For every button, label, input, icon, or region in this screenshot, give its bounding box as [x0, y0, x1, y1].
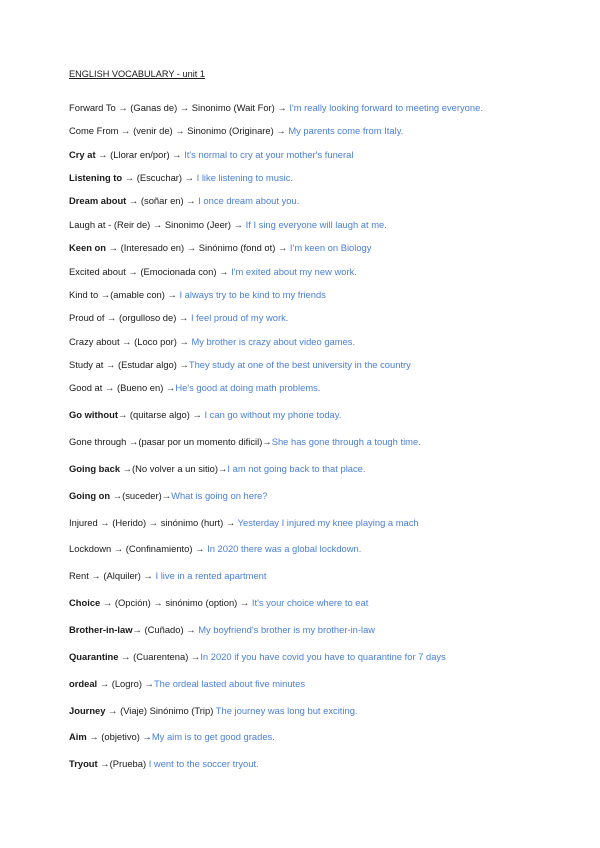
vocab-example: I once dream about you. [198, 195, 300, 206]
vocab-example: She has gone through a tough time. [271, 436, 421, 447]
vocab-term: Keen on [69, 242, 106, 253]
vocab-meaning: → (orgulloso de) → [104, 312, 191, 323]
list-item [69, 463, 366, 475]
vocab-example: The journey was long but exciting. [215, 705, 358, 716]
vocab-meaning: → (Emocionada con) → [125, 266, 232, 277]
vocab-term: Quarantine [69, 651, 119, 662]
list-item [69, 543, 361, 555]
vocab-meaning: →(Prueba) [97, 758, 149, 769]
vocab-term: Proud of [69, 312, 105, 323]
vocab-meaning: → (quitarse algo) → [117, 409, 205, 420]
list-item [69, 149, 353, 161]
list-item [69, 336, 355, 348]
vocab-meaning: → (Alquiler) → [88, 570, 156, 581]
list-item [69, 436, 421, 448]
vocab-meaning: → (Escuchar) → [122, 172, 197, 183]
vocab-meaning: →(amable con) → [98, 289, 180, 300]
vocab-example: He's good at doing math problems. [175, 382, 321, 393]
vocab-meaning: → (Bueno en) → [102, 382, 176, 393]
vocab-term: Tryout [69, 758, 98, 769]
vocab-meaning: → (venir de) → Sinonimo (Originare) → [118, 125, 289, 136]
list-item [69, 266, 357, 278]
list-item [69, 219, 387, 231]
vocab-meaning: → (Herido) → sinónimo (hurt) → [97, 517, 238, 528]
vocab-example: It's normal to cry at your mother's funeral [184, 149, 354, 160]
vocab-term: Aim [69, 731, 87, 742]
vocab-example: I can go without my phone today. [204, 409, 342, 420]
vocab-example: The ordeal lasted about five minutes [153, 678, 306, 689]
vocab-term: Rent [69, 570, 89, 581]
vocab-term: ordeal [69, 678, 98, 689]
vocab-meaning: → (soñar en) → [126, 195, 199, 206]
list-item [69, 678, 305, 690]
vocab-example: If I sing everyone will laugh at me. [245, 219, 387, 230]
vocab-example: It's your choice where to eat [251, 597, 369, 608]
list-item [69, 312, 288, 324]
vocab-term: Dream about [69, 195, 127, 206]
vocab-example: I live in a rented apartment [155, 570, 267, 581]
vocab-meaning: → (Ganas de) → Sinonimo (Wait For) → [115, 102, 290, 113]
vocab-example: I'm keen on Biology [289, 242, 372, 253]
vocab-term: Excited about [69, 266, 126, 277]
vocab-term: Journey [69, 705, 106, 716]
vocab-term: Listening to [69, 172, 123, 183]
list-item [69, 570, 267, 582]
vocab-term: Go without [69, 409, 118, 420]
vocab-meaning: →(No volver a un sitio)→ [120, 463, 228, 474]
vocab-meaning: → (Opción) → sinónimo (option) → [100, 597, 252, 608]
vocab-example: I am not going back to that place. [227, 463, 366, 474]
vocab-term: Gone through [69, 436, 127, 447]
list-item [69, 409, 341, 421]
vocab-meaning: → (Cuñado) → [132, 624, 199, 635]
vocab-example: I like listening to music. [196, 172, 294, 183]
list-item [69, 382, 320, 394]
vocab-meaning: - (Reir de) → Sinonimo (Jeer) → [105, 219, 246, 230]
vocab-example: I'm really looking forward to meeting everyone. [289, 102, 483, 113]
list-item [69, 195, 299, 207]
vocab-example: My brother is crazy about video games. [191, 336, 356, 347]
list-item [69, 490, 268, 502]
vocab-meaning: →(pasar por un momento dificil)→ [126, 436, 272, 447]
list-item [69, 102, 483, 114]
vocab-example: In 2020 if you have covid you have to quarantine for 7 days [200, 651, 446, 662]
vocab-term: Choice [69, 597, 101, 608]
list-item [69, 705, 358, 717]
vocab-example: I went to the soccer tryout. [148, 758, 259, 769]
vocab-meaning: → (Loco por) → [119, 336, 192, 347]
list-item [69, 517, 419, 529]
vocab-term: Brother-in-law [69, 624, 133, 635]
vocab-meaning: → (Viaje) Sinónimo (Trip) [105, 705, 216, 716]
list-item [69, 172, 293, 184]
list-item [69, 289, 326, 301]
vocab-meaning: → (Llorar en/por) → [95, 149, 185, 160]
list-item [69, 624, 375, 636]
vocab-meaning: → (Interesado en) → Sinónimo (fond ot) → [105, 242, 290, 253]
vocab-term: Come From [69, 125, 119, 136]
vocab-example: They study at one of the best university in the country [188, 359, 411, 370]
document-title: ENGLISH VOCABULARY - unit 1 [69, 69, 205, 79]
vocab-example: In 2020 there was a global lockdown. [207, 543, 362, 554]
vocab-term: Lockdown [69, 543, 112, 554]
vocab-term: Going on [69, 490, 111, 501]
vocab-term: Laugh at [69, 219, 106, 230]
vocab-term: Kind to [69, 289, 99, 300]
list-item [69, 242, 371, 254]
vocab-example: My parents come from Italy. [288, 125, 404, 136]
list-item [69, 597, 368, 609]
vocab-example: Yesterday I injured my knee playing a mach [237, 517, 419, 528]
vocab-meaning: →(suceder)→ [110, 490, 172, 501]
vocab-term: Injured [69, 517, 98, 528]
vocab-meaning: → (objetivo) → [86, 731, 152, 742]
list-item [69, 125, 403, 137]
vocab-meaning: → (Cuarentena) → [118, 651, 201, 662]
vocab-example: My aim is to get good grades. [151, 731, 275, 742]
vocab-term: Good at [69, 382, 103, 393]
vocab-example: I'm exited about my new work. [231, 266, 357, 277]
list-item [69, 651, 446, 663]
vocab-meaning: → (Logro) → [97, 678, 154, 689]
list-item [69, 359, 411, 371]
vocab-example: I feel proud of my work. [190, 312, 289, 323]
vocab-example: My boyfriend's brother is my brother-in-law [198, 624, 376, 635]
vocab-term: Forward To [69, 102, 116, 113]
vocab-example: I always try to be kind to my friends [179, 289, 326, 300]
vocab-term: Cry at [69, 149, 96, 160]
list-item [69, 758, 259, 770]
list-item [69, 731, 275, 743]
vocab-term: Going back [69, 463, 121, 474]
vocab-example: What is going on here? [171, 490, 268, 501]
vocab-meaning: → (Estudar algo) → [103, 359, 189, 370]
vocab-term: Study at [69, 359, 104, 370]
vocab-term: Crazy about [69, 336, 120, 347]
vocab-meaning: → (Confinamiento) → [111, 543, 208, 554]
